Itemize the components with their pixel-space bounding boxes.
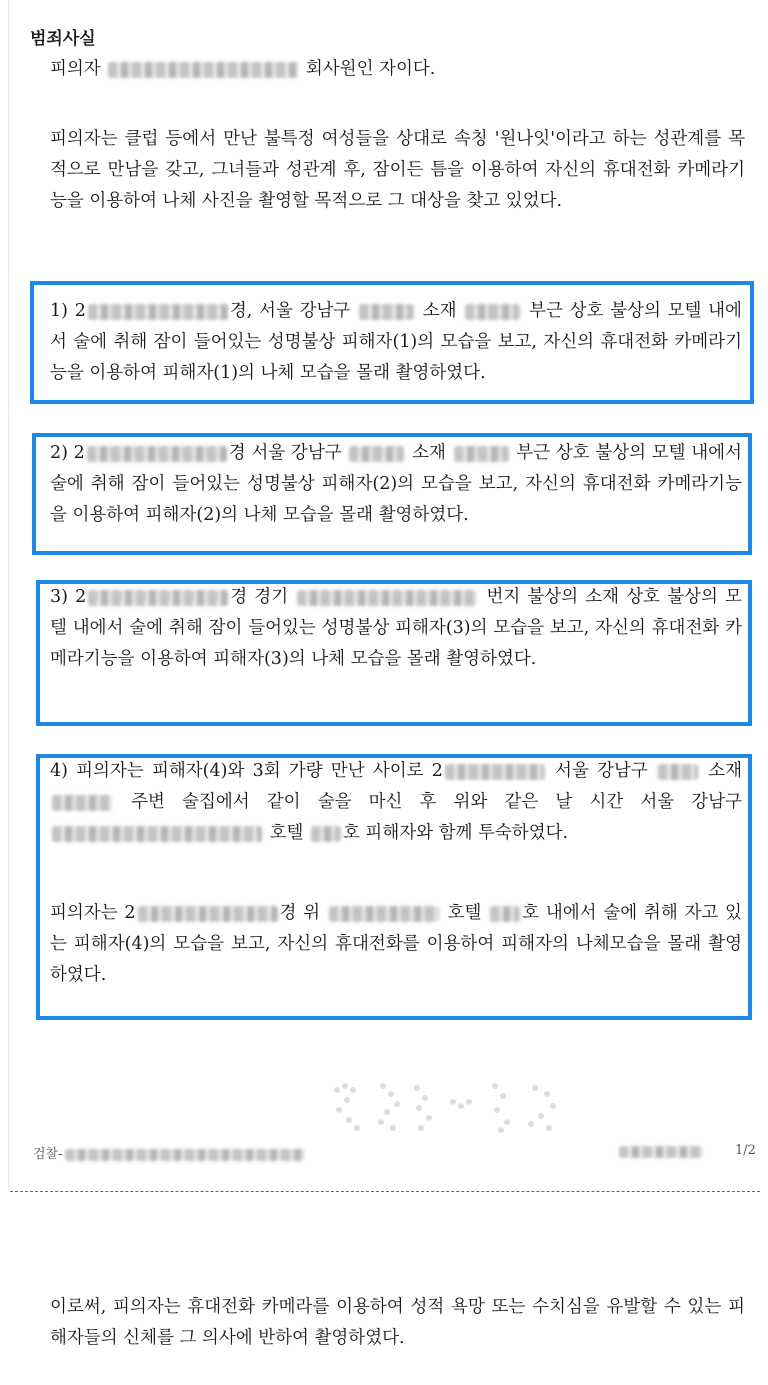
redacted-room (311, 826, 341, 842)
page-edge-rule (8, 0, 9, 1190)
redacted-date (88, 304, 228, 320)
redacted-place (454, 446, 509, 462)
item-1: 1) 2 경, 서울 강남구 소재 부근 상호 불상의 모텔 내에서 술에 취해 잠이 들어있는 성명불상 피해자(1)의 모습을 보고, 자신의 휴대전화 카메라기능을 이용하여 피해자(1)의 나체 모습을 몰래 촬영하였다. (50, 301, 742, 383)
item-3: 3) 2 경 경기 번지 불상의 소재 상호 불상의 모텔 내에서 술에 취해 잠이 들어있는 성명불상 피해자(3)의 모습을 보고, 자신의 휴대전화 카메라기능을 이용하여 피해자(3)의 나체 모습을 몰래 촬영하였다. (50, 587, 742, 669)
redacted-date (138, 906, 278, 922)
redacted-place (52, 795, 112, 811)
seal-stamp (325, 1076, 570, 1138)
redacted-date (87, 446, 227, 462)
item-4-continued: 피의자는 2 경 위 호텔 호 내에서 술에 취해 자고 있는 피해자(4)의 모습을 보고, 자신의 휴대전화를 이용하여 피해자의 나체모습을 몰래 촬영하였다. (50, 903, 742, 985)
redacted-place (465, 304, 520, 320)
intro-line: 피의자 회사원인 자이다. (50, 59, 436, 79)
paragraph-intro: 피의자는 클럽 등에서 만난 불특정 여성들을 상대로 속칭 '원나잇'이라고 하는 성관계를 목적으로 만남을 갖고, 그녀들과 성관계 후, 잠이든 틈을 이용하여 자신의 휴대전화 카메라기능을 이용하여 나체 사진을 촬영할 목적으로 그 대상을 찾고 있었다. (50, 129, 745, 211)
redacted-name (108, 62, 298, 78)
section-heading: 범죄사실 (30, 29, 96, 49)
redacted-address (52, 826, 262, 842)
redacted-address (297, 590, 477, 606)
redacted-date (445, 764, 545, 780)
redacted-address (359, 304, 414, 320)
item-4: 4) 피의자는 피해자(4)와 3회 가량 만난 사이로 2 서울 강남구 소재 주변 술집에서 같이 술을 마신 후 위와 같은 날 시간 서울 강남구 호텔 호 피해자와 함께 투숙하였다. (50, 761, 742, 843)
page-number: 1/2 (735, 1143, 756, 1158)
redacted-room (490, 906, 520, 922)
item-2: 2) 2 경 서울 강남구 소재 부근 상호 불상의 모텔 내에서 술에 취해 잠이 들어있는 성명불상 피해자(2)의 모습을 보고, 자신의 휴대전화 카메라기능을 이용하여 피해자(2)의 나체 모습을 몰래 촬영하였다. (50, 443, 742, 525)
footer-case-label: 검찰- (33, 1143, 307, 1162)
redacted-address (658, 764, 698, 780)
redacted-case-number (65, 1149, 305, 1161)
redacted-footer-code (619, 1146, 703, 1158)
redacted-place (329, 906, 439, 922)
redacted-date (88, 590, 228, 606)
paragraph-conclusion: 이로써, 피의자는 휴대전화 카메라를 이용하여 성적 욕망 또는 수치심을 유발할 수 있는 피해자들의 신체를 그 의사에 반하여 촬영하였다. (50, 1297, 745, 1348)
redacted-address (349, 446, 404, 462)
page-break-divider (10, 1191, 760, 1192)
